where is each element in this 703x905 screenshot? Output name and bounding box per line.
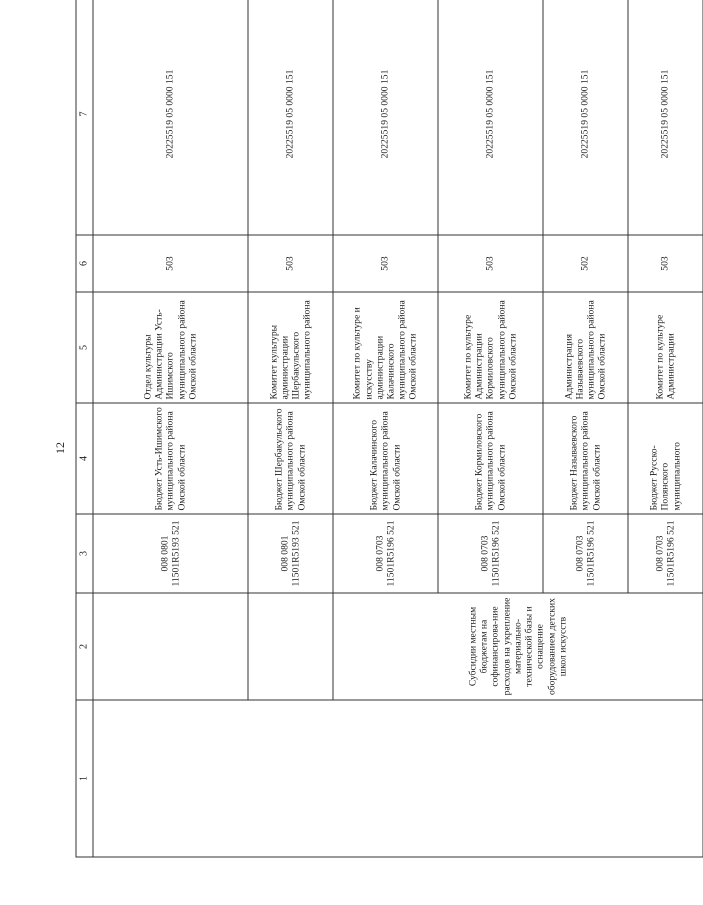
cell-kbk: 20225519 05 0000 151 bbox=[248, 0, 333, 235]
cell-kbk: 20225519 05 0000 151 bbox=[438, 0, 543, 235]
cell-kbk: 20225519 05 0000 151 bbox=[333, 0, 438, 235]
cell-dept: 503 bbox=[248, 235, 333, 292]
cell-dept: 503 bbox=[438, 235, 543, 292]
cell-kbk: 20225519 05 0000 151 bbox=[628, 0, 703, 235]
cell-code: 008 0703 11501R5196 521 bbox=[333, 514, 438, 593]
column-header-6: 6 bbox=[76, 235, 93, 292]
rotated-table-container bbox=[75, 43, 682, 858]
cell-empty-col1 bbox=[93, 700, 703, 857]
column-header-5: 5 bbox=[76, 292, 93, 403]
column-header-7: 7 bbox=[76, 0, 93, 235]
column-header-1: 1 bbox=[76, 700, 93, 857]
cell-code: 008 0703 11501R5196 521 bbox=[438, 514, 543, 593]
cell-administrator: Администрация Называевского муниципального района Омской области bbox=[543, 292, 628, 403]
cell-code: 008 0703 11501R5196 521 bbox=[543, 514, 628, 593]
cell-budget: Бюджет Шербакульского муниципального района Омской области bbox=[248, 403, 333, 514]
subsidy-table bbox=[75, 0, 703, 858]
cell-dept: 503 bbox=[93, 235, 248, 292]
cell-code: 008 0801 11501R5193 521 bbox=[93, 514, 248, 593]
cell-administrator: Комитет по культуре Администрации bbox=[628, 292, 703, 403]
column-header-3: 3 bbox=[76, 514, 93, 593]
cell-budget: Бюджет Кормиловского муниципального района Омской области bbox=[438, 403, 543, 514]
cell-code: 008 0801 11501R5193 521 bbox=[248, 514, 333, 593]
cell-administrator: Комитет культуры администрации Шербакульского муниципального района bbox=[248, 292, 333, 403]
cell-kbk: 20225519 05 0000 151 bbox=[93, 0, 248, 235]
cell-empty-col2 bbox=[248, 593, 333, 700]
cell-administrator: Комитет по культуре Администрации Кормиловского муниципального района Омской области bbox=[438, 292, 543, 403]
column-header-2: 2 bbox=[76, 593, 93, 700]
cell-budget: Бюджет Усть-Ишимского муниципального района Омской области bbox=[93, 403, 248, 514]
table-header-row bbox=[76, 0, 93, 857]
cell-administrator: Отдел культуры Администрации Усть-Ишимского муниципального района Омской области bbox=[93, 292, 248, 403]
cell-budget: Бюджет Называевского муниципального района Омской области bbox=[543, 403, 628, 514]
cell-budget: Бюджет Русско-Полянского муниципального bbox=[628, 403, 703, 514]
cell-dept: 503 bbox=[333, 235, 438, 292]
table-row bbox=[93, 0, 248, 857]
cell-subsidy-description: Субсидии местным бюджетам на софинансирова-ние расходов на укрепление материально-технической базы и оснащение оборудованием детских школ искусств bbox=[333, 593, 703, 700]
cell-dept: 503 bbox=[628, 235, 703, 292]
cell-code: 008 0703 11501R5196 521 bbox=[628, 514, 703, 593]
cell-dept: 502 bbox=[543, 235, 628, 292]
cell-empty-col2 bbox=[93, 593, 248, 700]
page-number: 12 bbox=[53, 442, 67, 454]
cell-administrator: Комитет по культуре и искусству администрации Калачинского муниципального района Омской области bbox=[333, 292, 438, 403]
column-header-4: 4 bbox=[76, 403, 93, 514]
cell-budget: Бюджет Калачинского муниципального района Омской области bbox=[333, 403, 438, 514]
cell-kbk: 20225519 05 0000 151 bbox=[543, 0, 628, 235]
